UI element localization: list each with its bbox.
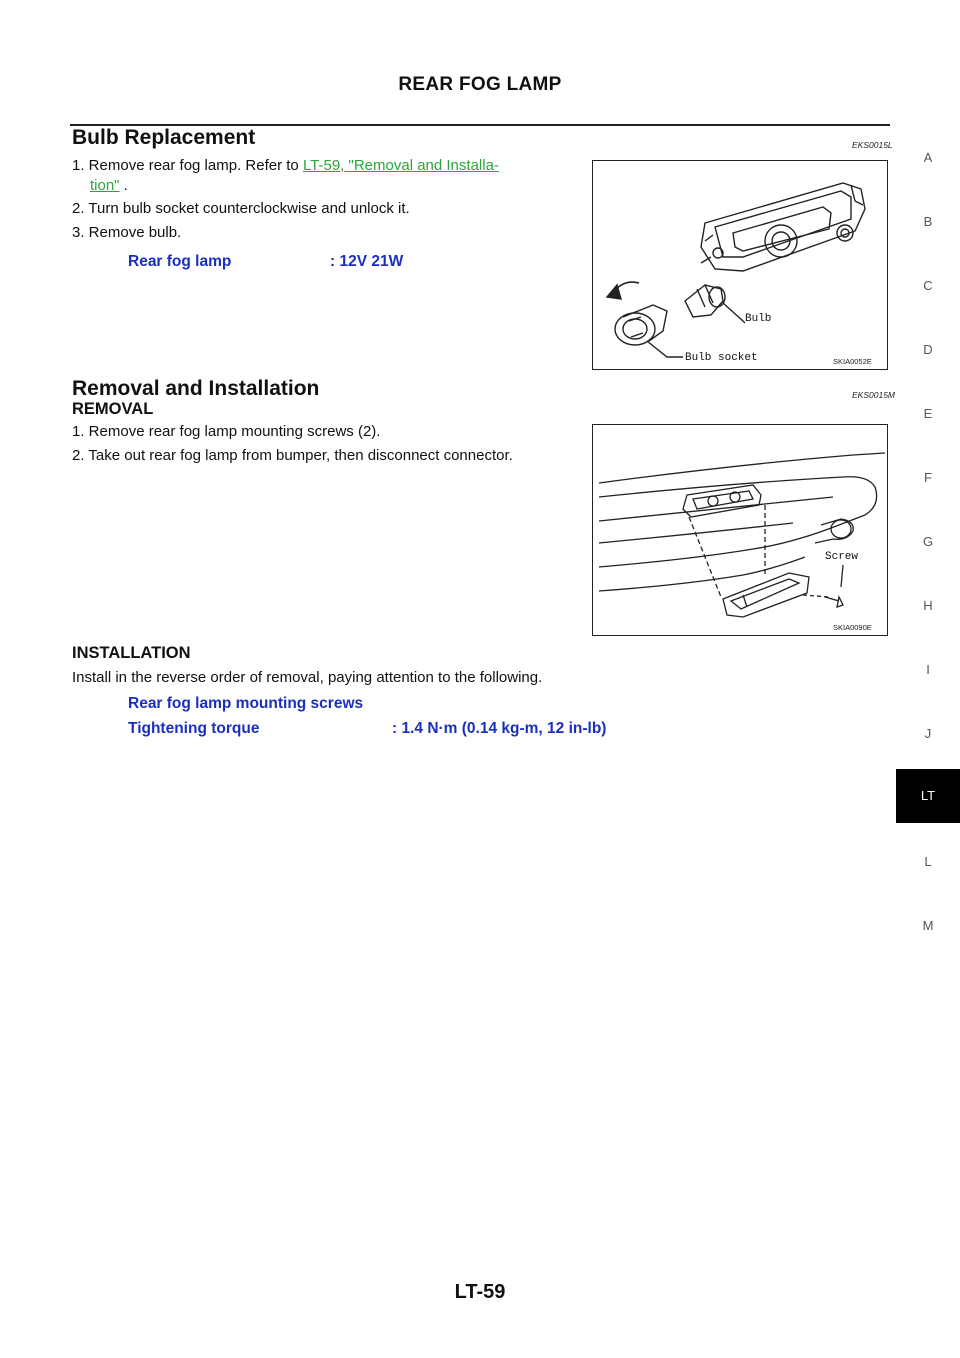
side-tab-j[interactable]: J bbox=[924, 726, 932, 741]
spec-value-tightening-torque: : 1.4 N·m (0.14 kg-m, 12 in-lb) bbox=[392, 720, 607, 737]
bulb-step-2: 2. Turn bulb socket counterclockwise and unlock it. bbox=[72, 200, 410, 217]
side-tab-h[interactable]: H bbox=[923, 598, 933, 613]
label-screw: Screw bbox=[825, 551, 859, 563]
sub-heading-installation: INSTALLATION bbox=[72, 644, 191, 662]
side-tab-d[interactable]: D bbox=[923, 342, 933, 357]
removal-step-2: 2. Take out rear fog lamp from bumper, then disconnect connector. bbox=[72, 447, 513, 464]
sub-heading-removal: REMOVAL bbox=[72, 400, 154, 418]
bumper-fog-lamp-illustration bbox=[593, 425, 886, 634]
page-number: LT-59 bbox=[454, 1281, 506, 1303]
side-tab-g[interactable]: G bbox=[922, 534, 934, 549]
side-tab-lt[interactable]: LT bbox=[896, 769, 960, 823]
spec-title-mounting-screws: Rear fog lamp mounting screws bbox=[128, 695, 364, 712]
label-bulb-socket: Bulb socket bbox=[685, 352, 758, 364]
figure-removal bbox=[592, 424, 888, 636]
bulb-socket-illustration bbox=[593, 161, 886, 368]
step-text-suffix: . bbox=[119, 177, 128, 194]
page-title: REAR FOG LAMP bbox=[398, 74, 562, 95]
step-text: 1. Remove rear fog lamp. Refer to bbox=[72, 157, 299, 174]
side-tab-c[interactable]: C bbox=[923, 278, 933, 293]
bulb-step-1 bbox=[72, 156, 499, 176]
side-tab-e[interactable]: E bbox=[923, 406, 933, 421]
spec-value-bulb: : 12V 21W bbox=[330, 253, 404, 270]
side-tab-b[interactable]: B bbox=[923, 214, 933, 229]
bulb-step-3: 3. Remove bulb. bbox=[72, 224, 182, 241]
spec-label-rear-fog-lamp: Rear fog lamp bbox=[128, 253, 232, 270]
section-code: EKS0015L bbox=[852, 140, 893, 150]
installation-text: Install in the reverse order of removal, paying attention to the following. bbox=[72, 669, 543, 686]
side-tab-f[interactable]: F bbox=[924, 470, 932, 485]
side-tab-m[interactable]: M bbox=[922, 918, 934, 933]
section-heading-bulb-replacement: Bulb Replacement bbox=[72, 126, 256, 149]
removal-step-1: 1. Remove rear fog lamp mounting screws (2). bbox=[72, 423, 381, 440]
figure-code: SKIA0052E bbox=[833, 357, 872, 366]
section-code: EKS0015M bbox=[852, 390, 895, 400]
section-heading-removal-installation: Removal and Installation bbox=[72, 377, 320, 400]
figure-code: SKIA0090E bbox=[833, 623, 872, 632]
side-tab-l[interactable]: L bbox=[924, 854, 932, 869]
side-tab-i[interactable]: I bbox=[926, 662, 930, 677]
label-bulb: Bulb bbox=[745, 313, 772, 325]
removal-installation-link-cont[interactable]: tion" bbox=[90, 177, 120, 194]
bulb-step-1-cont bbox=[90, 177, 128, 194]
figure-bulb-replacement bbox=[592, 160, 888, 370]
spec-label-tightening-torque: Tightening torque bbox=[128, 720, 260, 737]
side-tab-a[interactable]: A bbox=[923, 150, 933, 165]
removal-installation-link[interactable]: LT-59, "Removal and Installa- bbox=[302, 157, 499, 174]
